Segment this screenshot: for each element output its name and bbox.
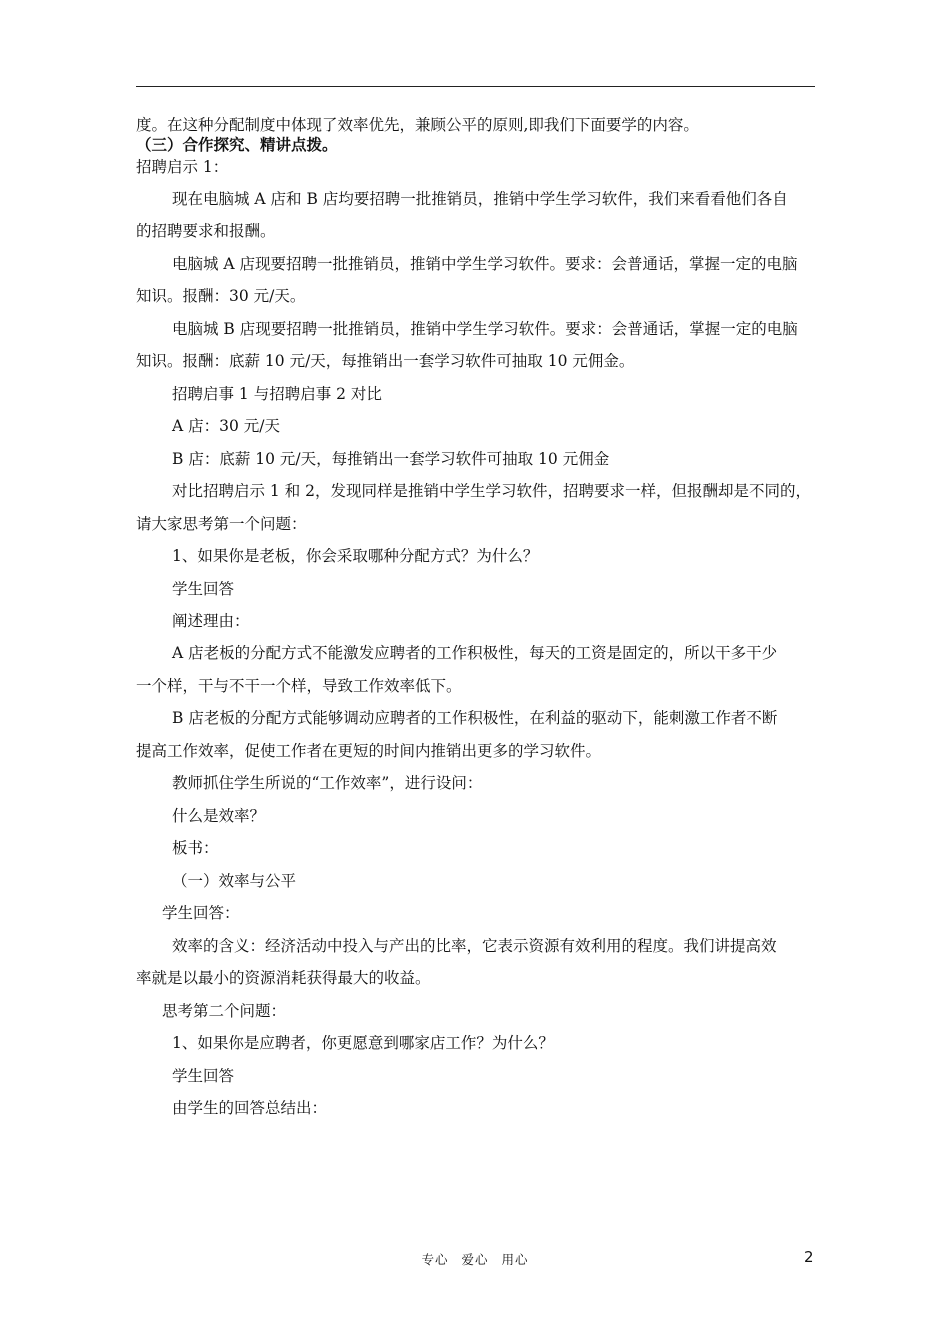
paragraph-line: 请大家思考第一个问题： (136, 515, 307, 533)
paragraph-line: 招聘启事 1 与招聘启事 2 对比 (172, 385, 382, 403)
paragraph-line: 思考第二个问题： (162, 1002, 287, 1020)
header-rule (136, 86, 815, 87)
paragraph-line: 1、如果你是老板，你会采取哪种分配方式？为什么？ (172, 547, 539, 565)
page-number: 2 (804, 1248, 814, 1266)
document-body (136, 116, 816, 1117)
paragraph-line: 知识。报酬：30 元/天。 (136, 287, 306, 305)
paragraph-line: 的招聘要求和报酬。 (136, 222, 276, 240)
paragraph-line: 由学生的回答总结出： (172, 1099, 328, 1117)
footer-slogan: 专心 爱心 用心 (421, 1252, 529, 1267)
paragraph-line: 知识。报酬：底薪 10 元/天，每推销出一套学习软件可抽取 10 元佣金。 (136, 352, 635, 370)
paragraph-line: （一）效率与公平 (172, 872, 297, 890)
paragraph-line: 招聘启示 1： (136, 158, 229, 176)
paragraph-line: 板书： (172, 839, 219, 857)
paragraph-line: 1、如果你是应聘者，你更愿意到哪家店工作？为什么？ (172, 1034, 554, 1052)
paragraph-line: 对比招聘启示 1 和 2，发现同样是推销中学生学习软件，招聘要求一样，但报酬却是不同的， (172, 482, 812, 500)
paragraph-line: 一个样，干与不干一个样，导致工作效率低下。 (136, 677, 462, 695)
paragraph-line: 提高工作效率，促使工作者在更短的时间内推销出更多的学习软件。 (136, 742, 602, 760)
paragraph-line: 度。在这种分配制度中体现了效率优先，兼顾公平的原则,即我们下面要学的内容。 (136, 116, 699, 134)
paragraph-line: 教师抓住学生所说的“工作效率”，进行设问： (172, 774, 483, 792)
paragraph-line: 电脑城 B 店现要招聘一批推销员，推销中学生学习软件。要求：会普通话，掌握一定的电脑 (172, 320, 798, 338)
paragraph-line: 现在电脑城 A 店和 B 店均要招聘一批推销员，推销中学生学习软件，我们来看看他们各自 (172, 190, 788, 208)
paragraph-line: A 店老板的分配方式不能激发应聘者的工作积极性，每天的工资是固定的，所以干多干少 (172, 644, 778, 662)
paragraph-line: 电脑城 A 店现要招聘一批推销员，推销中学生学习软件。要求：会普通话，掌握一定的电脑 (172, 255, 798, 273)
paragraph-line: 率就是以最小的资源消耗获得最大的收益。 (136, 969, 431, 987)
paragraph-line: 学生回答 (172, 580, 235, 598)
paragraph-line: 阐述理由： (172, 612, 250, 630)
paragraph-line: B 店老板的分配方式能够调动应聘者的工作积极性，在利益的驱动下，能刺激工作者不断 (172, 709, 778, 727)
paragraph-line: 学生回答： (162, 904, 240, 922)
section-heading: （三）合作探究、精讲点拨。 (136, 135, 338, 154)
paragraph-line: 什么是效率？ (172, 807, 266, 825)
paragraph-line: A 店：30 元/天 (172, 417, 280, 435)
paragraph-line: 效率的含义：经济活动中投入与产出的比率，它表示资源有效利用的程度。我们讲提高效 (172, 937, 777, 955)
paragraph-line: B 店：底薪 10 元/天，每推销出一套学习软件可抽取 10 元佣金 (172, 450, 610, 468)
paragraph-line: 学生回答 (172, 1067, 235, 1085)
